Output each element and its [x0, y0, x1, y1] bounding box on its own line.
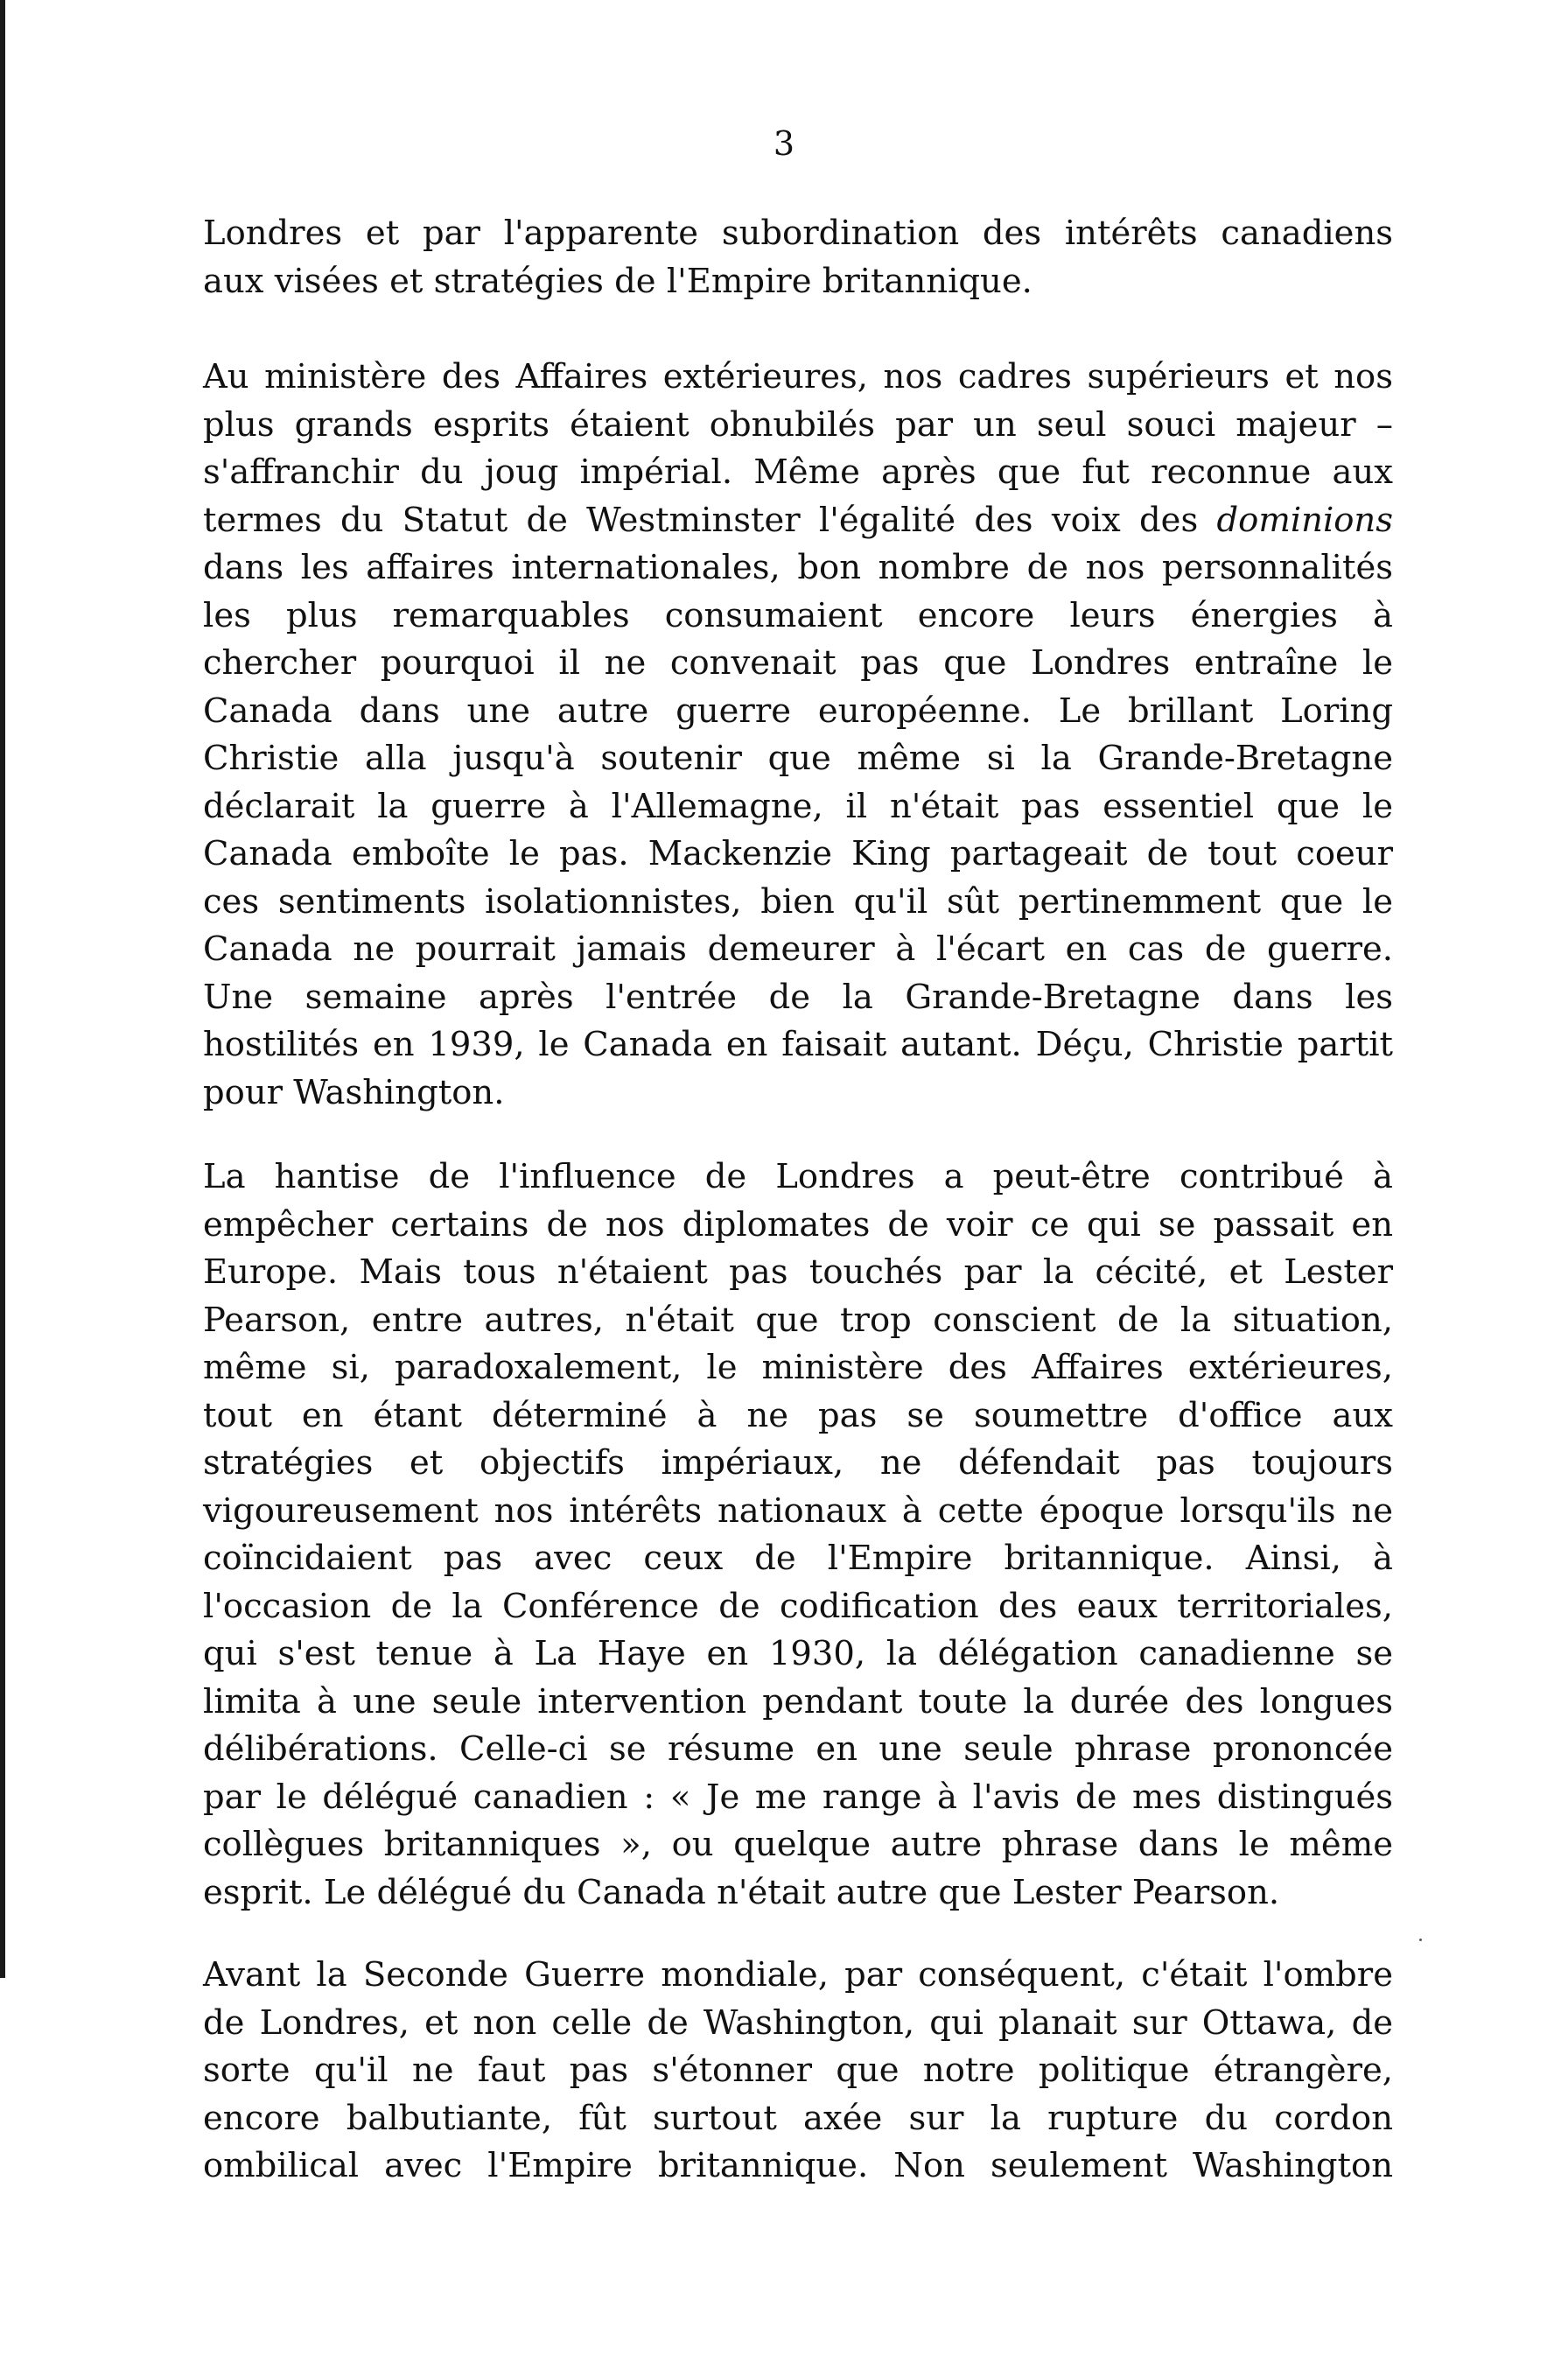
italic-word: dominions [1216, 500, 1393, 540]
scan-speck [1419, 1939, 1422, 1941]
text-line: Avant la Seconde Guerre mondiale, par conséquent, c'était l'ombre [203, 1955, 1393, 1995]
text-line: plus grands esprits étaient obnubilés par un seul souci majeur – [203, 404, 1393, 445]
text-segment: termes du Statut de Westminster l'égalité des voix des [203, 500, 1217, 540]
text-line: les plus remarquables consumaient encore leurs énergies à [203, 595, 1393, 635]
text-line: Pearson, entre autres, n'était que trop conscient de la situation, [203, 1300, 1393, 1340]
text-line: s'affranchir du joug impérial. Même après que fut reconnue aux [203, 452, 1393, 492]
text-line: Europe. Mais tous n'étaient pas touchés par la cécité, et Lester [203, 1252, 1393, 1292]
text-line: Canada emboîte le pas. Mackenzie King partageait de tout coeur [203, 834, 1393, 873]
text-line: empêcher certains de nos diplomates de voir ce qui se passait en [203, 1204, 1393, 1245]
paragraph-3 [203, 1153, 1393, 1917]
text-line: ombilical avec l'Empire britannique. Non seulement Washington [203, 2146, 1393, 2185]
text-line: coïncidaient pas avec ceux de l'Empire britannique. Ainsi, à [203, 1539, 1393, 1578]
text-line: sorte qu'il ne faut pas s'étonner que notre politique étrangère, [203, 2051, 1393, 2090]
text-line: ces sentiments isolationnistes, bien qu'il sût pertinemment que le [203, 881, 1393, 922]
text-line: qui s'est tenue à La Haye en 1930, la délégation canadienne se [203, 1634, 1393, 1673]
text-line: vigoureusement nos intérêts nationaux à cette époque lorsqu'ils ne [203, 1490, 1393, 1531]
text-line: collègues britanniques », ou quelque autre phrase dans le même [203, 1825, 1393, 1864]
text-line: limita à une seule intervention pendant toute la durée des longues [203, 1681, 1393, 1721]
paragraph-2 [203, 354, 1393, 1117]
text-line: l'occasion de la Conférence de codification des eaux territoriales, [203, 1586, 1393, 1626]
text-line: de Londres, et non celle de Washington, qui planait sur Ottawa, de [203, 2002, 1393, 2043]
text-line: Londres et par l'apparente subordination des intérêts canadiens [203, 214, 1393, 253]
text-line: Une semaine après l'entrée de la Grande-Bretagne dans les [203, 977, 1393, 1017]
text-line: encore balbutiante, fût surtout axée sur la rupture du cordon [203, 2098, 1393, 2138]
text-line: dans les affaires internationales, bon nombre de nos personnalités [203, 548, 1393, 587]
text-line: déclarait la guerre à l'Allemagne, il n'était pas essentiel que le [203, 786, 1393, 826]
paragraph-4 [203, 1952, 1393, 2191]
text-line: Christie alla jusqu'à soutenir que même si la Grande-Bretagne [203, 739, 1393, 778]
text-line: délibérations. Celle-ci se résume en une seule phrase prononcée [203, 1729, 1393, 1769]
text-line: hostilités en 1939, le Canada en faisait autant. Déçu, Christie partit [203, 1025, 1393, 1064]
text-line: Canada ne pourrait jamais demeurer à l'écart en cas de guerre. [203, 929, 1393, 969]
text-line: esprit. Le délégué du Canada n'était autre que Lester Pearson. [203, 1872, 1280, 1912]
text-line-with-italic [203, 497, 1393, 545]
page-number: 3 [773, 124, 795, 163]
text-line: stratégies et objectifs impériaux, ne défendait pas toujours [203, 1443, 1393, 1483]
text-line: tout en étant déterminé à ne pas se soumettre d'office aux [203, 1395, 1393, 1435]
scan-edge [0, 0, 5, 1978]
text-line: Canada dans une autre guerre européenne. Le brillant Loring [203, 691, 1393, 731]
text-line: pour Washington. [203, 1072, 505, 1112]
text-line: chercher pourquoi il ne convenait pas que Londres entraîne le [203, 643, 1393, 683]
text-line: aux visées et stratégies de l'Empire britannique. [203, 261, 1032, 301]
text-line: par le délégué canadien : « Je me range à l'avis de mes distingués [203, 1777, 1393, 1817]
text-line: La hantise de l'influence de Londres a peut-être contribué à [203, 1157, 1393, 1196]
text-line: Au ministère des Affaires extérieures, nos cadres supérieurs et nos [203, 357, 1393, 396]
paragraph-1 [203, 210, 1393, 305]
text-line: même si, paradoxalement, le ministère des Affaires extérieures, [203, 1348, 1393, 1387]
